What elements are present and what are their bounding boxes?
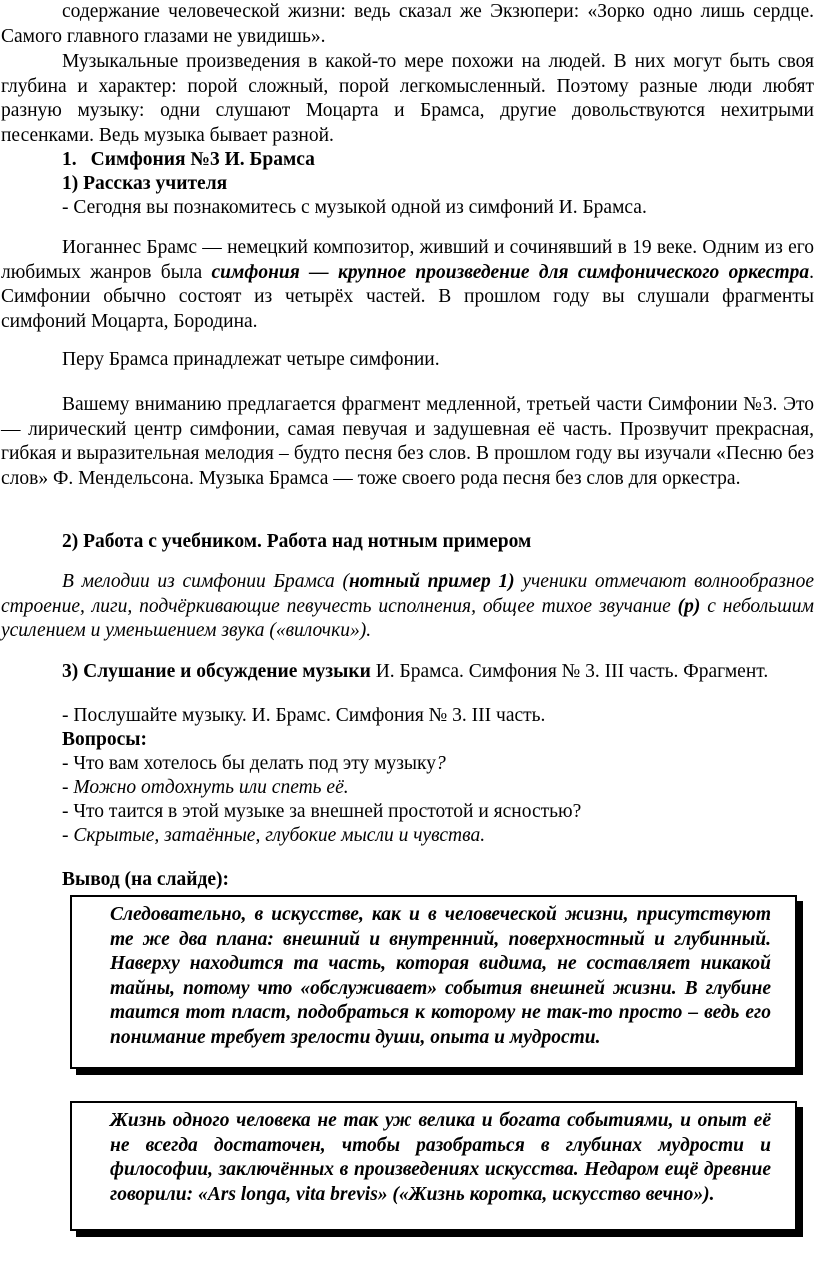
question-text: - Что таится в этой музыке за внешней простотой и ясностью? [62,801,582,822]
note-example-ref: нотный пример 1) [348,571,515,592]
subheading-text: 2) Работа с учебником. Работа над нотным примером [62,531,532,552]
paragraph-note-example [1,570,814,644]
questions-label [62,728,802,753]
paragraph-fragment [1,393,814,491]
question-2 [62,800,812,825]
subheading-textbook [62,530,802,555]
subheading-text: 3) Слушание и обсуждение музыки [62,661,371,682]
paragraph-text: содержание человеческой жизни: ведь сказал же Экзюпери: «Зорко одно лишь сердце. Самого главного глазами не увидишь». [1,1,814,47]
answer-dash: - [62,825,74,846]
conclusion-box-1 [70,895,797,1069]
paragraph-brahms-bio [1,236,814,334]
paragraph-exupery [1,0,814,49]
questions-label-text: Вопросы: [62,729,147,750]
paragraph-text: Вашему вниманию предлагается фрагмент медленной, третьей части Симфонии №3. Это — лирический центр симфонии, самая певучая и задушевная её часть. Прозвучит прекрасная, гибкая и выразительная мелодия – будто песня без слов. В прошлом году вы изучали «Песню без слов» Ф. Мендельсона. Музыка Брамса — тоже своего рода песня без слов для оркестра. [1,394,814,489]
subheading-listening [62,660,814,685]
section-heading-brahms [62,148,802,173]
paragraph-text: Музыкальные произведения в какой-то мере похожи на людей. В них могут быть своя глубина и характер: порой сложный, порой легкомысленный. Поэтому разные люди любят разную музыку: одни слушают Моцарта и Брамса, другие довольствуются нехитрыми песенками. Ведь музыка бывает разной. [1,51,814,146]
paragraph-text: Иоганнес Брамс — немецкий композитор, живший и сочинявший в 19 веке. Одним из его любимых жанров была [1,237,814,283]
paragraph-text: ученики отмечают волнообразное строение, лиги, подчёркивающие певучесть исполнения, общее тихое звучание [1,571,814,617]
answer-2 [62,824,812,849]
paragraph-four-symphonies [1,348,814,373]
question-mark: ? [436,753,446,774]
subheading-text: 1) Рассказ учителя [62,173,228,194]
conclusion-label-text: Вывод (на слайде): [62,869,229,890]
paragraph-text: В мелодии из симфонии Брамса ( [62,571,349,592]
subheading-rest: И. Брамса. Симфония № 3. III часть. Фрагмент. [370,661,769,682]
symphony-definition: симфония — крупное произведение для симфонического оркестра [211,261,810,283]
heading-text: Симфония №3 И. Брамса [90,149,315,170]
dynamic-marking: (р) [677,595,701,617]
answer-1 [62,776,812,801]
paragraph-music-like-people [1,50,814,148]
paragraph-listen [62,704,812,729]
paragraph-text: Перу Брамса принадлежат четыре симфонии. [62,349,440,370]
paragraph-intro [62,196,812,221]
paragraph-text: - Послушайте музыку. И. Брамс. Симфония № 3. III часть. [62,705,546,726]
question-1 [62,752,812,777]
conclusion-box-2 [70,1101,797,1231]
subheading-teacher-story [62,172,802,197]
answer-text: - Можно отдохнуть или спеть её. [62,777,349,798]
question-text: - Что вам хотелось бы делать под эту музыку [62,753,436,774]
paragraph-text: . Симфонии обычно состоят из четырёх частей. В прошлом году вы слушали фрагменты симфоний Моцарта, Бородина. [1,261,814,332]
heading-number: 1. [62,149,77,170]
conclusion-box-1-text: Следовательно, в искусстве, как и в человеческой жизни, присутствуют те же два плана: внешний и внутренний, поверхностный и глубинный. Наверху находится та часть, которая видима, не составляет никакой тайны, потому что «обслуживает» события внешней жизни. В глубине таится тот пласт, подобраться к которому не так-то просто – ведь его понимание требует зрелости души, опыта и мудрости. [110,904,771,1048]
conclusion-label [62,868,802,893]
paragraph-text: с небольшим усилением и уменьшением звука («вилочки»). [1,595,814,641]
conclusion-box-2-text: Жизнь одного человека не так уж велика и богата событиями, и опыт её не всегда достаточен, чтобы разобраться в глубинах мудрости и философии, заключённых в произведениях искусства. Недаром ещё древние говорили: «Ars longa, vita brevis» («Жизнь коротка, искусство вечно»). [110,1110,771,1205]
answer-text: Скрытые, затаённые, глубокие мысли и чувства. [73,825,486,846]
paragraph-text: - Сегодня вы познакомитесь с музыкой одной из симфоний И. Брамса. [62,197,647,218]
